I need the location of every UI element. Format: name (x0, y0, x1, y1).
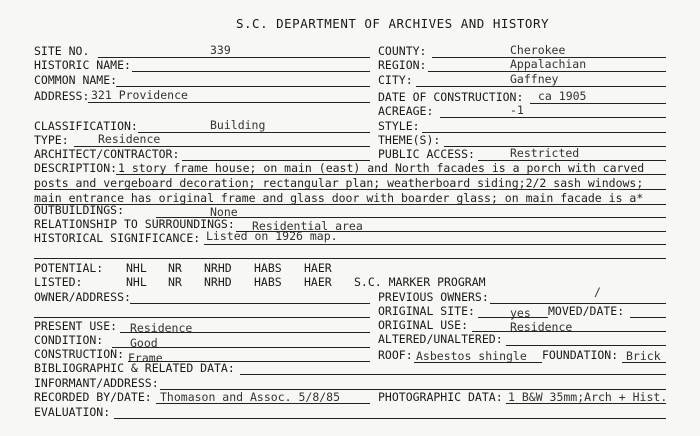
recorded-by-value: Thomason and Assoc. 5/8/85 (160, 390, 341, 404)
style-line (422, 132, 666, 133)
present-use-line (120, 332, 370, 333)
original-site-line (478, 317, 548, 318)
region-value: Appalachian (510, 57, 587, 71)
condition-line (112, 347, 370, 348)
public-access-label: PUBLIC ACCESS: (378, 147, 475, 161)
roof-value: Asbestos shingle (416, 349, 527, 363)
significance-extra-line (34, 258, 666, 259)
photographic-value: 1 B&W 35mm;Arch + Hist. (508, 390, 668, 404)
classification-label: CLASSIFICATION: (34, 119, 138, 133)
bibliographic-line (240, 374, 666, 375)
type-label: TYPE: (34, 133, 69, 147)
description-underline-3 (34, 204, 666, 205)
evaluation-line (114, 418, 666, 419)
potential-code-haer: HAER (304, 261, 332, 275)
style-label: STYLE: (378, 119, 420, 133)
moved-mark: / (594, 285, 601, 299)
roof-label: ROOF: (378, 348, 413, 362)
description-underline-2 (34, 189, 666, 190)
common-name-label: COMMON NAME: (34, 73, 118, 87)
date-of-construction-line (530, 103, 666, 104)
owner-extra-line (34, 317, 370, 318)
site-no-label: SITE NO. (34, 44, 90, 58)
photographic-label: PHOTOGRAPHIC DATA: (378, 390, 503, 404)
listed-code-haer: HAER (304, 275, 332, 289)
potential-code-nhl: NHL (126, 261, 147, 275)
foundation-value: Brick (626, 349, 661, 363)
classification-line (138, 132, 370, 133)
acreage-value: -1 (510, 103, 524, 117)
original-site-label: ORIGINAL SITE: (378, 304, 475, 318)
informant-label: INFORMANT/ADDRESS: (34, 376, 159, 390)
outbuildings-value: None (210, 205, 238, 219)
listed-label: LISTED: (34, 275, 83, 289)
condition-label: CONDITION: (34, 333, 104, 347)
description-line-2: posts and vergeboard decoration; rectangular plan; weatherboard siding;2/2 sash windows; (34, 176, 644, 190)
architect-label: ARCHITECT/CONTRACTOR: (34, 147, 180, 161)
condition-value: Good (130, 336, 158, 350)
county-value: Cherokee (510, 43, 566, 57)
description-label: DESCRIPTION: (34, 161, 118, 175)
date-of-construction-label: DATE OF CONSTRUCTION: (378, 90, 524, 104)
site-no-value: 339 (210, 43, 231, 57)
potential-code-nr: NR (168, 261, 182, 275)
bibliographic-label: BIBLIOGRAPHIC & RELATED DATA: (34, 361, 235, 375)
original-site-value: yes (510, 306, 531, 320)
acreage-line (440, 117, 666, 118)
significance-label: HISTORICAL SIGNIFICANCE: (34, 231, 201, 245)
photographic-line (506, 403, 666, 404)
city-line (416, 86, 666, 87)
relationship-label: RELATIONSHIP TO SURROUNDINGS: (34, 217, 235, 231)
description-underline-1 (116, 174, 666, 175)
listed-code-nrhd: NRHD (204, 275, 232, 289)
original-use-value: Residence (510, 320, 573, 334)
construction-value: Frame (128, 351, 163, 365)
previous-owners-label: PREVIOUS OWNERS: (378, 290, 489, 304)
historic-name-line (132, 71, 370, 72)
potential-code-nrhd: NRHD (204, 261, 232, 275)
card-title: S.C. DEPARTMENT OF ARCHIVES AND HISTORY (236, 16, 549, 31)
description-line-1: 1 story frame house; on main (east) and North facades is a porch with carved (118, 161, 645, 175)
significance-value: Listed on 1926 map. (206, 229, 338, 243)
evaluation-label: EVALUATION: (34, 405, 111, 419)
listed-code-habs: HABS (254, 275, 282, 289)
public-access-value: Restricted (510, 146, 580, 160)
classification-value: Building (210, 118, 266, 132)
acreage-label: ACREAGE: (378, 104, 434, 118)
date-of-construction-value: ca 1905 (538, 89, 587, 103)
owner-label: OWNER/ADDRESS: (34, 290, 131, 304)
region-label: REGION: (378, 58, 427, 72)
relationship-value: Residential area (252, 219, 363, 233)
moved-date-line (630, 317, 666, 318)
address-line (88, 102, 370, 103)
potential-code-habs: HABS (254, 261, 282, 275)
address-label: ADDRESS: (34, 89, 90, 103)
foundation-label: FOUNDATION: (542, 348, 619, 362)
type-value: Residence (98, 132, 161, 146)
historic-name-label: HISTORIC NAME: (34, 58, 131, 72)
description-line-3: main entrance has original frame and glass door with boarder glass; on main facade is a* (34, 191, 644, 205)
owner-line (130, 303, 370, 304)
potential-label: POTENTIAL: (34, 261, 104, 275)
address-value: 321 Providence (91, 88, 188, 102)
present-use-value: Residence (130, 321, 193, 335)
original-use-label: ORIGINAL USE: (378, 318, 469, 332)
themes-label: THEME(S): (378, 133, 441, 147)
significance-line (204, 244, 666, 245)
outbuildings-label: OUTBUILDINGS: (34, 203, 125, 217)
common-name-line (116, 86, 370, 87)
present-use-label: PRESENT USE: (34, 319, 118, 333)
foundation-line (622, 362, 666, 363)
altered-label: ALTERED/UNALTERED: (378, 332, 503, 346)
site-no-line (98, 57, 370, 58)
city-label: CITY: (378, 73, 413, 87)
altered-line (506, 345, 666, 346)
recorded-by-label: RECORDED BY/DATE: (34, 390, 152, 404)
listed-code-nr: NR (168, 275, 182, 289)
construction-label: CONSTRUCTION: (34, 347, 125, 361)
marker-program-label: S.C. MARKER PROGRAM (354, 275, 486, 289)
listed-code-nhl: NHL (126, 275, 147, 289)
roof-line (414, 362, 542, 363)
city-value: Gaffney (510, 72, 559, 86)
county-label: COUNTY: (378, 44, 427, 58)
recorded-by-line (156, 403, 370, 404)
moved-date-label: MOVED/DATE: (548, 304, 625, 318)
